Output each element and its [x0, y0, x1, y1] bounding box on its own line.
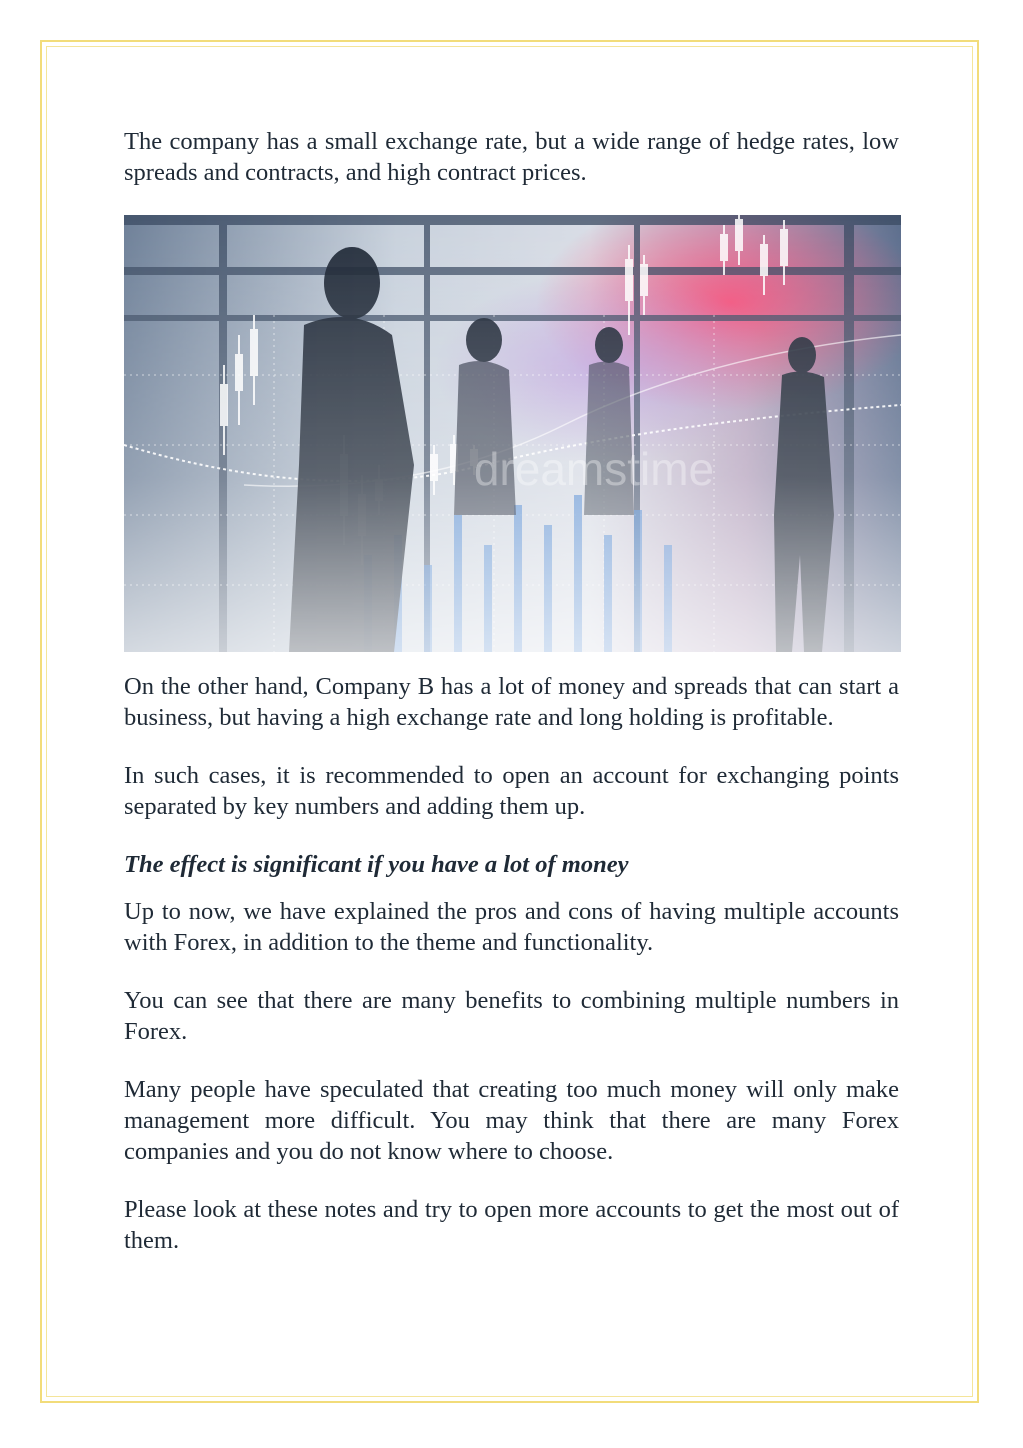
document-content: [124, 124, 899, 1256]
paragraph-closing: Please look at these notes and try to open more accounts to get the most out of them.: [124, 1196, 899, 1254]
section-heading: The effect is significant if you have a lot of money: [124, 851, 629, 878]
paragraph-recommendation: In such cases, it is recommended to open an account for exchanging points separated by key numbers and adding them up.: [124, 762, 899, 820]
paragraph-pros-cons: Up to now, we have explained the pros and cons of having multiple accounts with Forex, in addition to the theme and functionality.: [124, 898, 899, 956]
paragraph-intro: The company has a small exchange rate, but a wide range of hedge rates, low spreads and contracts, and high contract prices.: [124, 128, 899, 186]
business-people-forex-chart-photo: [124, 215, 901, 652]
paragraph-benefits: You can see that there are many benefits to combining multiple numbers in Forex.: [124, 987, 899, 1045]
paragraph-company-b: On the other hand, Company B has a lot of money and spreads that can start a business, but having a high exchange rate and long holding is profitable.: [124, 673, 899, 731]
paragraph-speculation: Many people have speculated that creating too much money will only make management more difficult. You may think that there are many Forex companies and you do not know where to choose.: [124, 1076, 899, 1165]
